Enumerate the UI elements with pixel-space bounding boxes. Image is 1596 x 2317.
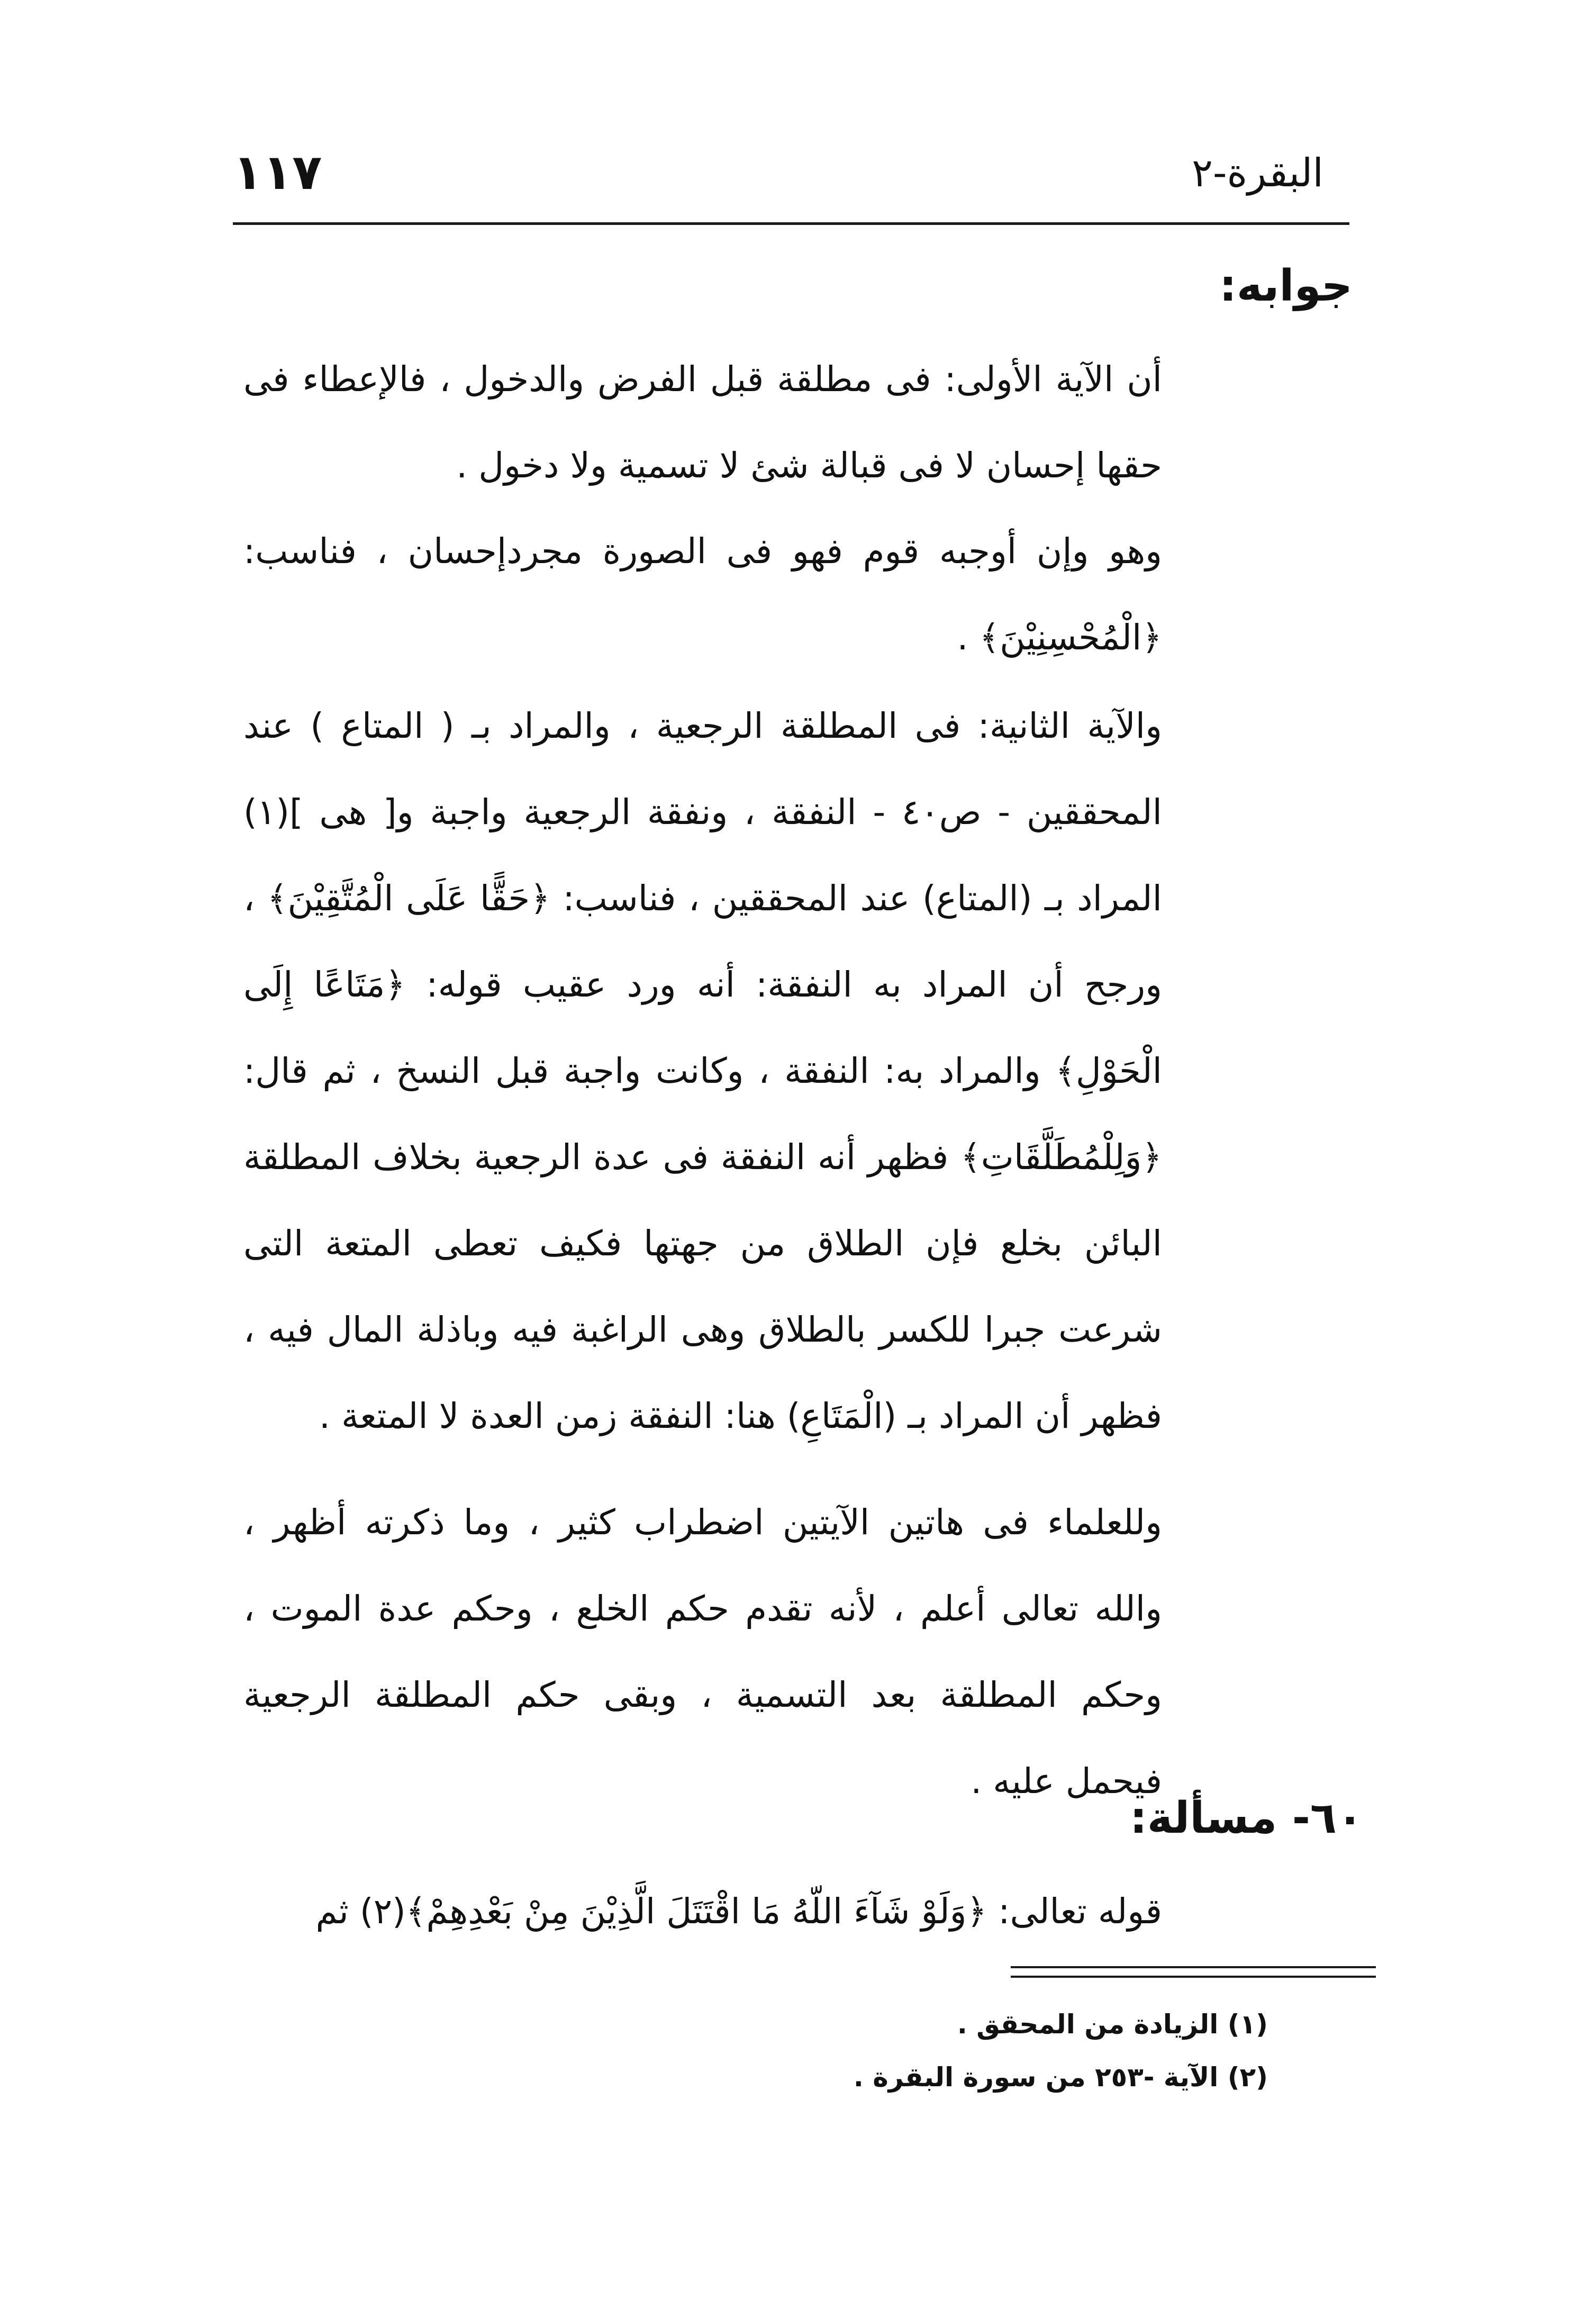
answer-heading: جوابه: bbox=[1219, 261, 1353, 311]
question-continuation: ثم bbox=[315, 1891, 349, 1932]
footnote-rule-top bbox=[1011, 1966, 1376, 1968]
question-line bbox=[233, 1868, 1162, 1954]
paragraph-first-verse: أن الآية الأولى: فى مطلقة قبل الفرض والدخول ، فالإعطاء فى حقها إحسان لا فى قبالة شئ لا تسمية ولا دخول . bbox=[243, 359, 1162, 486]
page-number: ١١٧ bbox=[233, 144, 322, 201]
paragraph-ihsan: وهو وإن أوجبه قوم فهو فى الصورة مجردإحسان ، فناسب: ﴿الْمُحْسِنِيْنَ﴾ . bbox=[243, 531, 1162, 658]
footnotes bbox=[854, 1998, 1268, 2104]
footnote-2: (٢) الآية -٢٥٣ من سورة البقرة . bbox=[853, 2062, 1268, 2093]
header-rule bbox=[233, 222, 1349, 225]
question-heading: ٦٠- مسألة: bbox=[1129, 1793, 1363, 1843]
running-title: البقرة-٢ bbox=[1192, 150, 1323, 196]
paragraph-second-verse: والآية الثانية: فى المطلقة الرجعية ، والمراد بـ ( المتاع ) عند المحققين - ص٤٠ - النفقة ، ونفقة الرجعية واجبة و[ هى ](١) المراد بـ (المتاع) عند المحققين ، فناسب: ﴿حَقًّا عَلَى الْمُتَّقِيْنَ﴾ ، ورجح أن المراد به النفقة: أنه ورد عقيب قوله: ﴿مَتَاعًا إِلَى الْحَوْلِ﴾ والمراد به: النفقة ، وكانت واجبة قبل النسخ ، ثم قال: ﴿وَلِلْمُطَلَّقَاتِ﴾ فظهر أنه النفقة فى عدة الرجعية بخلاف المطلقة البائن بخلع فإن الطلاق من جهتها فكيف تعطى المتعة التى شرعت جبرا للكسر بالطلاق وهى الراغبة فيه وباذلة المال فيه ، فظهر أن المراد بـ (الْمَتَاعِ) هنا: النفقة زمن العدة لا المتعة . bbox=[243, 705, 1162, 1436]
paragraph-scholars: وللعلماء فى هاتين الآيتين اضطراب كثير ، وما ذكرته أظهر ، والله تعالى أعلم ، لأنه تقدم حكم الخلع ، وحكم عدة الموت ، وحكم المطلقة بعد التسمية ، وبقى حكم المطلقة الرجعية فيحمل عليه . bbox=[243, 1502, 1162, 1802]
footnote-1: (١) الزيادة من المحقق . bbox=[957, 2009, 1268, 2040]
question-verse: قوله تعالى: ﴿وَلَوْ شَآءَ اللّهُ مَا اقْتَتَلَ الَّذِيْنَ مِنْ بَعْدِهِمْ﴾(٢) bbox=[359, 1891, 1162, 1932]
footnote-rule-bottom bbox=[1011, 1976, 1376, 1978]
